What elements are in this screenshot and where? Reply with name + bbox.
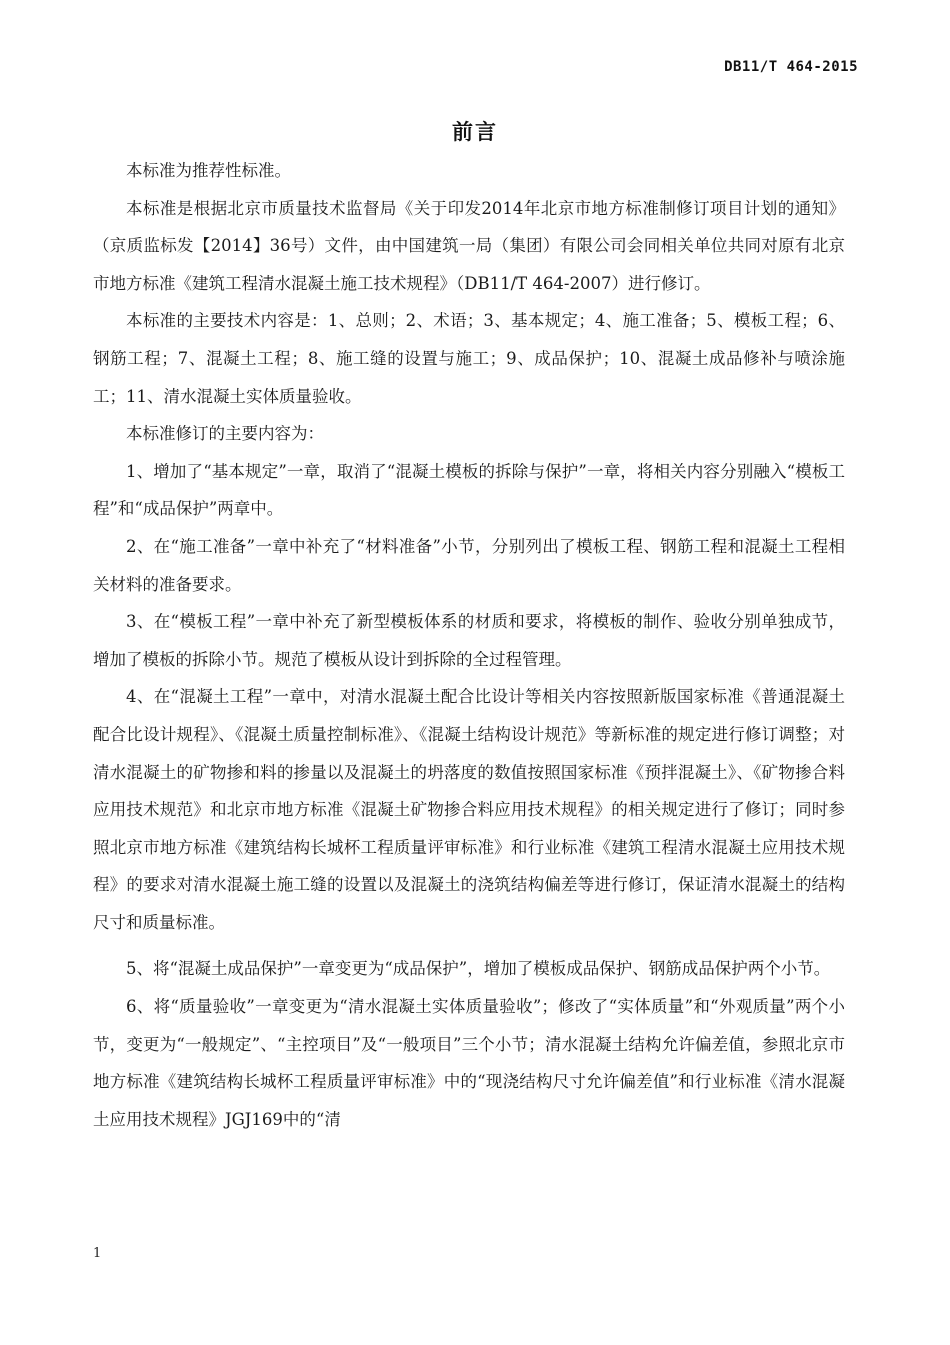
paragraph: 本标准的主要技术内容是：1、总则；2、术语；3、基本规定；4、施工准备；5、模板工程；6、钢筋工程；7、混凝土工程；8、施工缝的设置与施工；9、成品保护；10、混凝土成品修补与喷涂施工；11、清水混凝土实体质量验收。 [93, 311, 845, 406]
paragraph: 3、在“模板工程”一章中补充了新型模板体系的材质和要求，将模板的制作、验收分别单独成节，增加了模板的拆除小节。规范了模板从设计到拆除的全过程管理。 [93, 612, 845, 669]
paragraph: 本标准修订的主要内容为： [126, 424, 324, 444]
paragraph: 6、将“质量验收”一章变更为“清水混凝土实体质量验收”；修改了“实体质量”和“外观质量”两个小节，变更为“一般规定”、“主控项目”及“一般项目”三个小节；清水混凝土结构允许偏差值，参照北京市地方标准《建筑结构长城杯工程质量评审标准》中的“现浇结构尺寸允许偏差值”和行业标准《清水混凝土应用技术规程》JGJ169中的“清 [93, 997, 845, 1129]
paragraph: 1、增加了“基本规定”一章，取消了“混凝土模板的拆除与保护”一章，将相关内容分别融入“模板工程”和“成品保护”两章中。 [93, 461, 845, 519]
standard-code: DB11/T 464-2015 [724, 59, 858, 75]
paragraph: 4、在“混凝土工程”一章中，对清水混凝土配合比设计等相关内容按照新版国家标准《普通混凝土配合比设计规程》、《混凝土质量控制标准》、《混凝土结构设计规范》等新标准的规定进行修订调整；对清水混凝土的矿物掺和料的掺量以及混凝土的坍落度的数值按照国家标准《预拌混凝土》、《矿物掺合料应用技术规范》和北京市地方标准《混凝土矿物掺合料应用技术规程》的相关规定进行了修订；同时参照北京市地方标准《建筑结构长城杯工程质量评审标准》和行业标准《建筑工程清水混凝土应用技术规程》的要求对清水混凝土施工缝的设置以及混凝土的浇筑结构偏差等进行修订，保证清水混凝土的结构尺寸和质量标准。 [93, 687, 845, 932]
document-body [93, 152, 845, 1138]
paragraph: 本标准为推荐性标准。 [126, 161, 291, 180]
paragraph: 5、将“混凝土成品保护”一章变更为“成品保护”，增加了模板成品保护、钢筋成品保护两个小节。 [126, 959, 831, 979]
paragraph: 本标准是根据北京市质量技术监督局《关于印发2014年北京市地方标准制修订项目计划的通知》（京质监标发【2014】36号）文件，由中国建筑一局（集团）有限公司会同相关单位共同对原有北京市地方标准《建筑工程清水混凝土施工技术规程》（DB11/T 464-2007）进行修订。 [93, 198, 845, 293]
page-number: 1 [93, 1246, 102, 1261]
page-title: 前言 [452, 120, 498, 144]
paragraph: 2、在“施工准备”一章中补充了“材料准备”小节，分别列出了模板工程、钢筋工程和混凝土工程相关材料的准备要求。 [93, 536, 845, 594]
